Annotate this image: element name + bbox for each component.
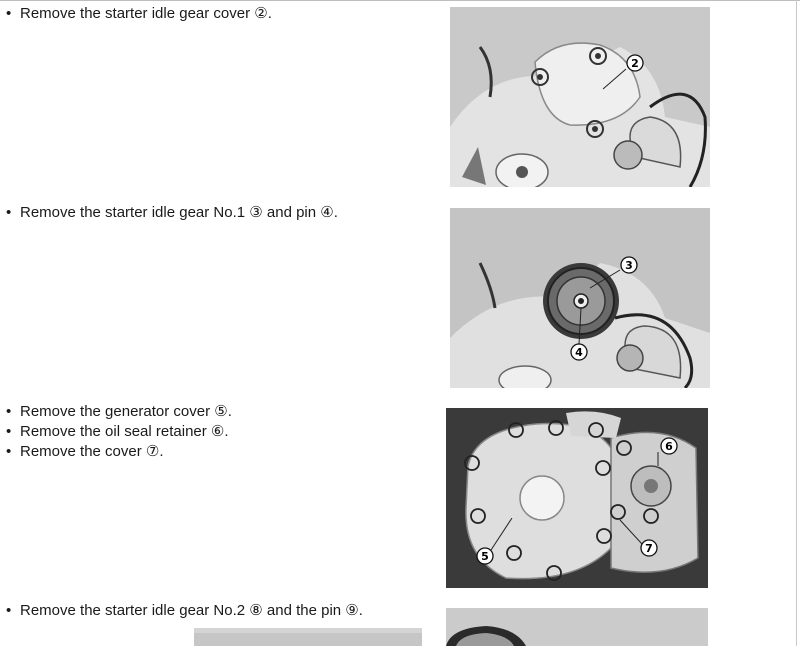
photo-generator-cover (446, 408, 708, 588)
page-right-border (796, 0, 797, 646)
callout-label: 4 (575, 346, 583, 359)
step-1-text: Remove the starter idle gear cover ②. (20, 5, 272, 22)
photo-idle-gear-cover (450, 7, 710, 187)
callout-label: 6 (665, 440, 673, 453)
photo-idle-gear-no2-left (194, 628, 422, 646)
bullet-icon: • (6, 602, 12, 619)
callout-label: 7 (645, 542, 653, 555)
bullet-icon: • (6, 443, 12, 460)
step-3-text-1: Remove the generator cover ⑤. (20, 403, 232, 420)
callout-label: 2 (631, 57, 639, 70)
photo-idle-gear-no1 (450, 208, 710, 388)
engine-photo-illustration (450, 208, 710, 388)
step-1 (6, 4, 272, 24)
step-2-line-1 (6, 203, 338, 223)
callout-label: 5 (481, 550, 489, 563)
engine-photo-illustration (194, 628, 422, 646)
step-3-line-2 (6, 422, 232, 442)
photo-idle-gear-no2-right (446, 608, 708, 646)
engine-photo-illustration (446, 608, 708, 646)
bullet-icon: • (6, 403, 12, 420)
engine-photo-illustration (446, 408, 708, 588)
step-4-text: Remove the starter idle gear No.2 ⑧ and the pin ⑨. (20, 602, 363, 619)
page-top-border (0, 0, 800, 1)
step-3 (6, 402, 232, 462)
step-2 (6, 203, 338, 223)
step-3-text-2: Remove the oil seal retainer ⑥. (20, 423, 229, 440)
bullet-icon: • (6, 204, 12, 221)
step-4 (6, 601, 363, 621)
step-1-line-1 (6, 4, 272, 24)
engine-photo-illustration (450, 7, 710, 187)
step-3-line-3 (6, 442, 232, 462)
bullet-icon: • (6, 5, 12, 22)
bullet-icon: • (6, 423, 12, 440)
step-3-text-3: Remove the cover ⑦. (20, 443, 164, 460)
step-2-text: Remove the starter idle gear No.1 ③ and pin ④. (20, 204, 338, 221)
step-4-line-1 (6, 601, 363, 621)
callout-label: 3 (625, 259, 633, 272)
step-3-line-1 (6, 402, 232, 422)
